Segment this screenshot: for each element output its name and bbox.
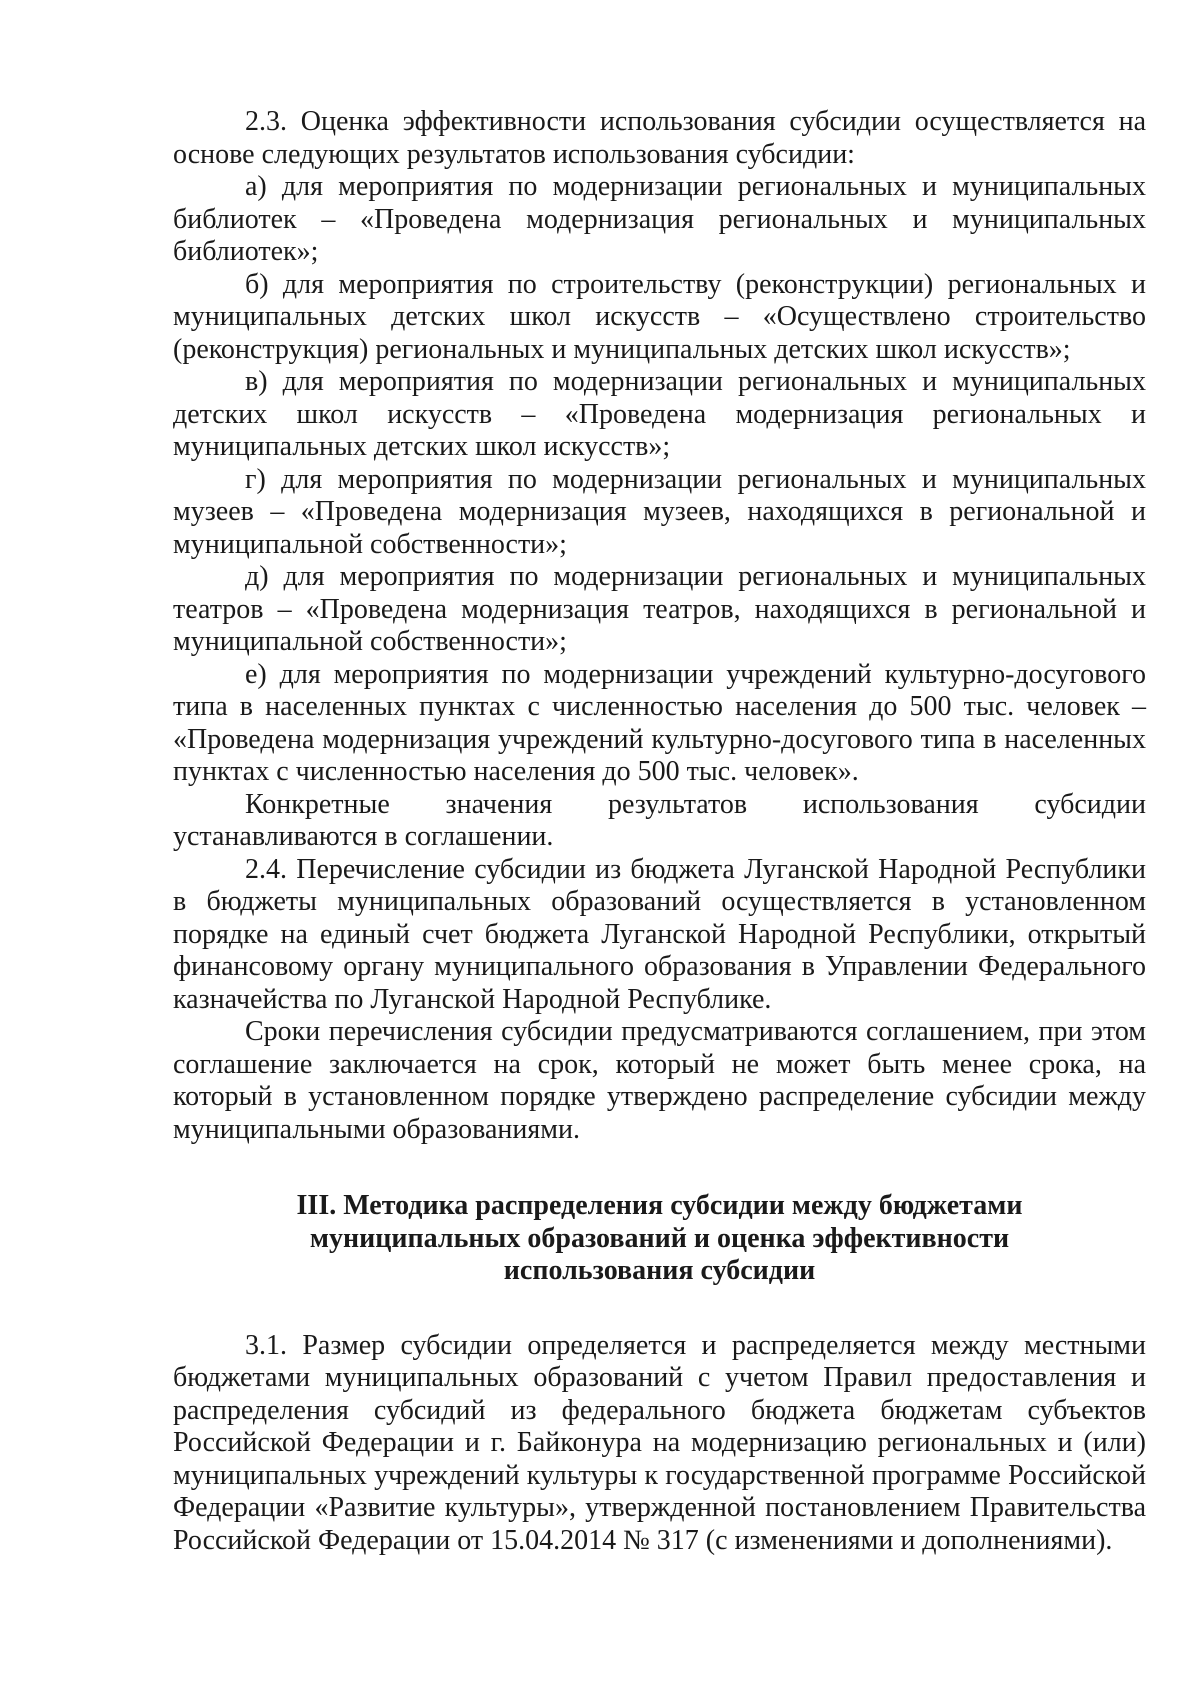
section-heading-line-3: использования субсидии: [503, 1255, 816, 1286]
paragraph-result-values: Конкретные значения результатов использования субсидии устанавливаются в соглашении.: [173, 788, 1146, 852]
document-page: [173, 106, 1146, 1557]
paragraph-2-3-b: б) для мероприятия по строительству (реконструкции) региональных и муниципальных детских школ искусств – «Осуществлено строительство (реконструкция) региональных и муниципальных детских школ искусств»;: [173, 268, 1146, 365]
section-heading-line-1: III. Методика распределения субсидии между бюджетами: [296, 1190, 1023, 1221]
section-heading: [173, 1190, 1146, 1288]
paragraph-2-4: 2.4. Перечисление субсидии из бюджета Луганской Народной Республики в бюджеты муниципальных образований осуществляется в установленном порядке на единый счет бюджета Луганской Народной Республики, открытый финансовому органу муниципального образования в Управлении Федерального казначейства по Луганской Народной Республике.: [173, 853, 1146, 1015]
paragraph-2-3-a: а) для мероприятия по модернизации региональных и муниципальных библиотек – «Проведена модернизация региональных и муниципальных библиотек»;: [173, 171, 1146, 267]
paragraph-2-3-v: в) для мероприятия по модернизации региональных и муниципальных детских школ искусств – «Проведена модернизация региональных и муниципальных детских школ искусств»;: [173, 366, 1146, 462]
section-heading-line-2: муниципальных образований и оценка эффективности: [309, 1222, 1010, 1254]
paragraph-transfer-terms: Сроки перечисления субсидии предусматриваются соглашением, при этом соглашение заключается на срок, который не может быть менее срока, на который в установленном порядке утверждено распределение субсидии между муниципальными образованиями.: [173, 1016, 1146, 1145]
paragraph-2-3-d: д) для мероприятия по модернизации региональных и муниципальных театров – «Проведена модернизация театров, находящихся в региональной и муниципальной собственности»;: [173, 561, 1146, 657]
paragraph-3-1: 3.1. Размер субсидии определяется и распределяется между местными бюджетами муниципальных образований с учетом Правил предоставления и распределения субсидий из федерального бюджета бюджетам субъектов Российской Федерации и г. Байконура на модернизацию региональных и (или) муниципальных учреждений культуры к государственной программе Российской Федерации «Развитие культуры», утвержденной постановлением Правительства Российской Федерации от 15.04.2014 № 317 (с изменениями и дополнениями).: [173, 1329, 1146, 1556]
paragraph-2-3-e: е) для мероприятия по модернизации учреждений культурно-досугового типа в населенных пунктах с численностью населения до 500 тыс. человек – «Проведена модернизация учреждений культурно-досугового типа в населенных пунктах с численностью населения до 500 тыс. человек».: [173, 658, 1146, 787]
paragraph-2-3-g: г) для мероприятия по модернизации региональных и муниципальных музеев – «Проведена модернизация музеев, находящихся в региональной и муниципальной собственности»;: [173, 463, 1146, 560]
paragraph-2-3: 2.3. Оценка эффективности использования субсидии осуществляется на основе следующих результатов использования субсидии:: [173, 106, 1146, 170]
